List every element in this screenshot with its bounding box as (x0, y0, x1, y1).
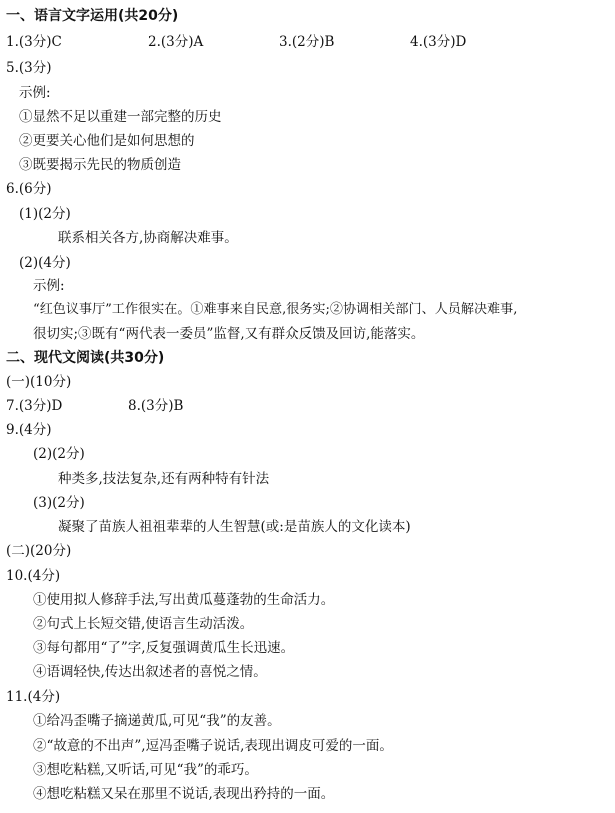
q11-item: ②“故意的不出声”,逗冯歪嘴子说话,表现出调皮可爱的一面。 (33, 738, 393, 754)
answer-q3: 3.(2分)B (279, 34, 335, 50)
q9-part2-text: 种类多,技法复杂,还有两种特有针法 (58, 471, 270, 487)
q10-item: ②句式上长短交错,使语言生动活泼。 (33, 616, 254, 632)
q11-item: ①给冯歪嘴子摘递黄瓜,可见“我”的友善。 (33, 713, 281, 729)
q9-part2-head: (2)(2分) (33, 446, 85, 462)
q6-part2-head: (2)(4分) (19, 255, 71, 271)
q9-part3-head: (3)(2分) (33, 495, 85, 511)
q10-item: ④语调轻快,传达出叙述者的喜悦之情。 (33, 664, 267, 680)
q11-head: 11.(4分) (6, 689, 61, 705)
q6-part2-example-label: 示例: (33, 278, 65, 294)
answer-q8: 8.(3分)B (128, 398, 184, 414)
part2-head: (二)(20分) (6, 543, 72, 559)
q10-head: 10.(4分) (6, 568, 61, 584)
q9-head: 9.(4分) (6, 422, 52, 438)
q6-part1-text: 联系相关各方,协商解决难事。 (58, 230, 238, 246)
q10-item: ①使用拟人修辞手法,写出黄瓜蔓蓬勃的生命活力。 (33, 592, 335, 608)
q5-item: ③既要揭示先民的物质创造 (19, 157, 181, 173)
q6-part1-head: (1)(2分) (19, 206, 71, 222)
section-2-title: 二、现代文阅读(共30分) (6, 350, 165, 366)
q5-item: ②更要关心他们是如何思想的 (19, 133, 195, 149)
answer-q1: 1.(3分)C (6, 34, 62, 50)
q6-head: 6.(6分) (6, 181, 52, 197)
answer-row-7-8 (0, 397, 615, 415)
answer-q2: 2.(3分)A (148, 34, 204, 50)
q6-part2-text: 很切实;③既有“两代表一委员”监督,又有群众反馈及回访,能落实。 (33, 326, 425, 342)
part1-head: (一)(10分) (6, 374, 72, 390)
answer-q4: 4.(3分)D (410, 34, 467, 50)
answer-q7: 7.(3分)D (6, 398, 63, 414)
answer-row-1-4 (0, 33, 615, 51)
q6-part2-text: “红色议事厅”工作很实在。①难事来自民意,很务实;②协调相关部门、人员解决难事, (33, 302, 518, 317)
q5-head: 5.(3分) (6, 60, 52, 76)
q5-example-label: 示例: (19, 85, 51, 101)
q5-item: ①显然不足以重建一部完整的历史 (19, 109, 222, 125)
q11-item: ③想吃粘糕,又听话,可见“我”的乖巧。 (33, 762, 258, 778)
q10-item: ③每句都用“了”字,反复强调黄瓜生长迅速。 (33, 640, 295, 656)
section-1-title: 一、语言文字运用(共20分) (6, 8, 179, 24)
q9-part3-text: 凝聚了苗族人祖祖辈辈的人生智慧(或:是苗族人的文化读本) (58, 519, 411, 535)
q11-item: ④想吃粘糕又呆在那里不说话,表现出矜持的一面。 (33, 786, 335, 802)
